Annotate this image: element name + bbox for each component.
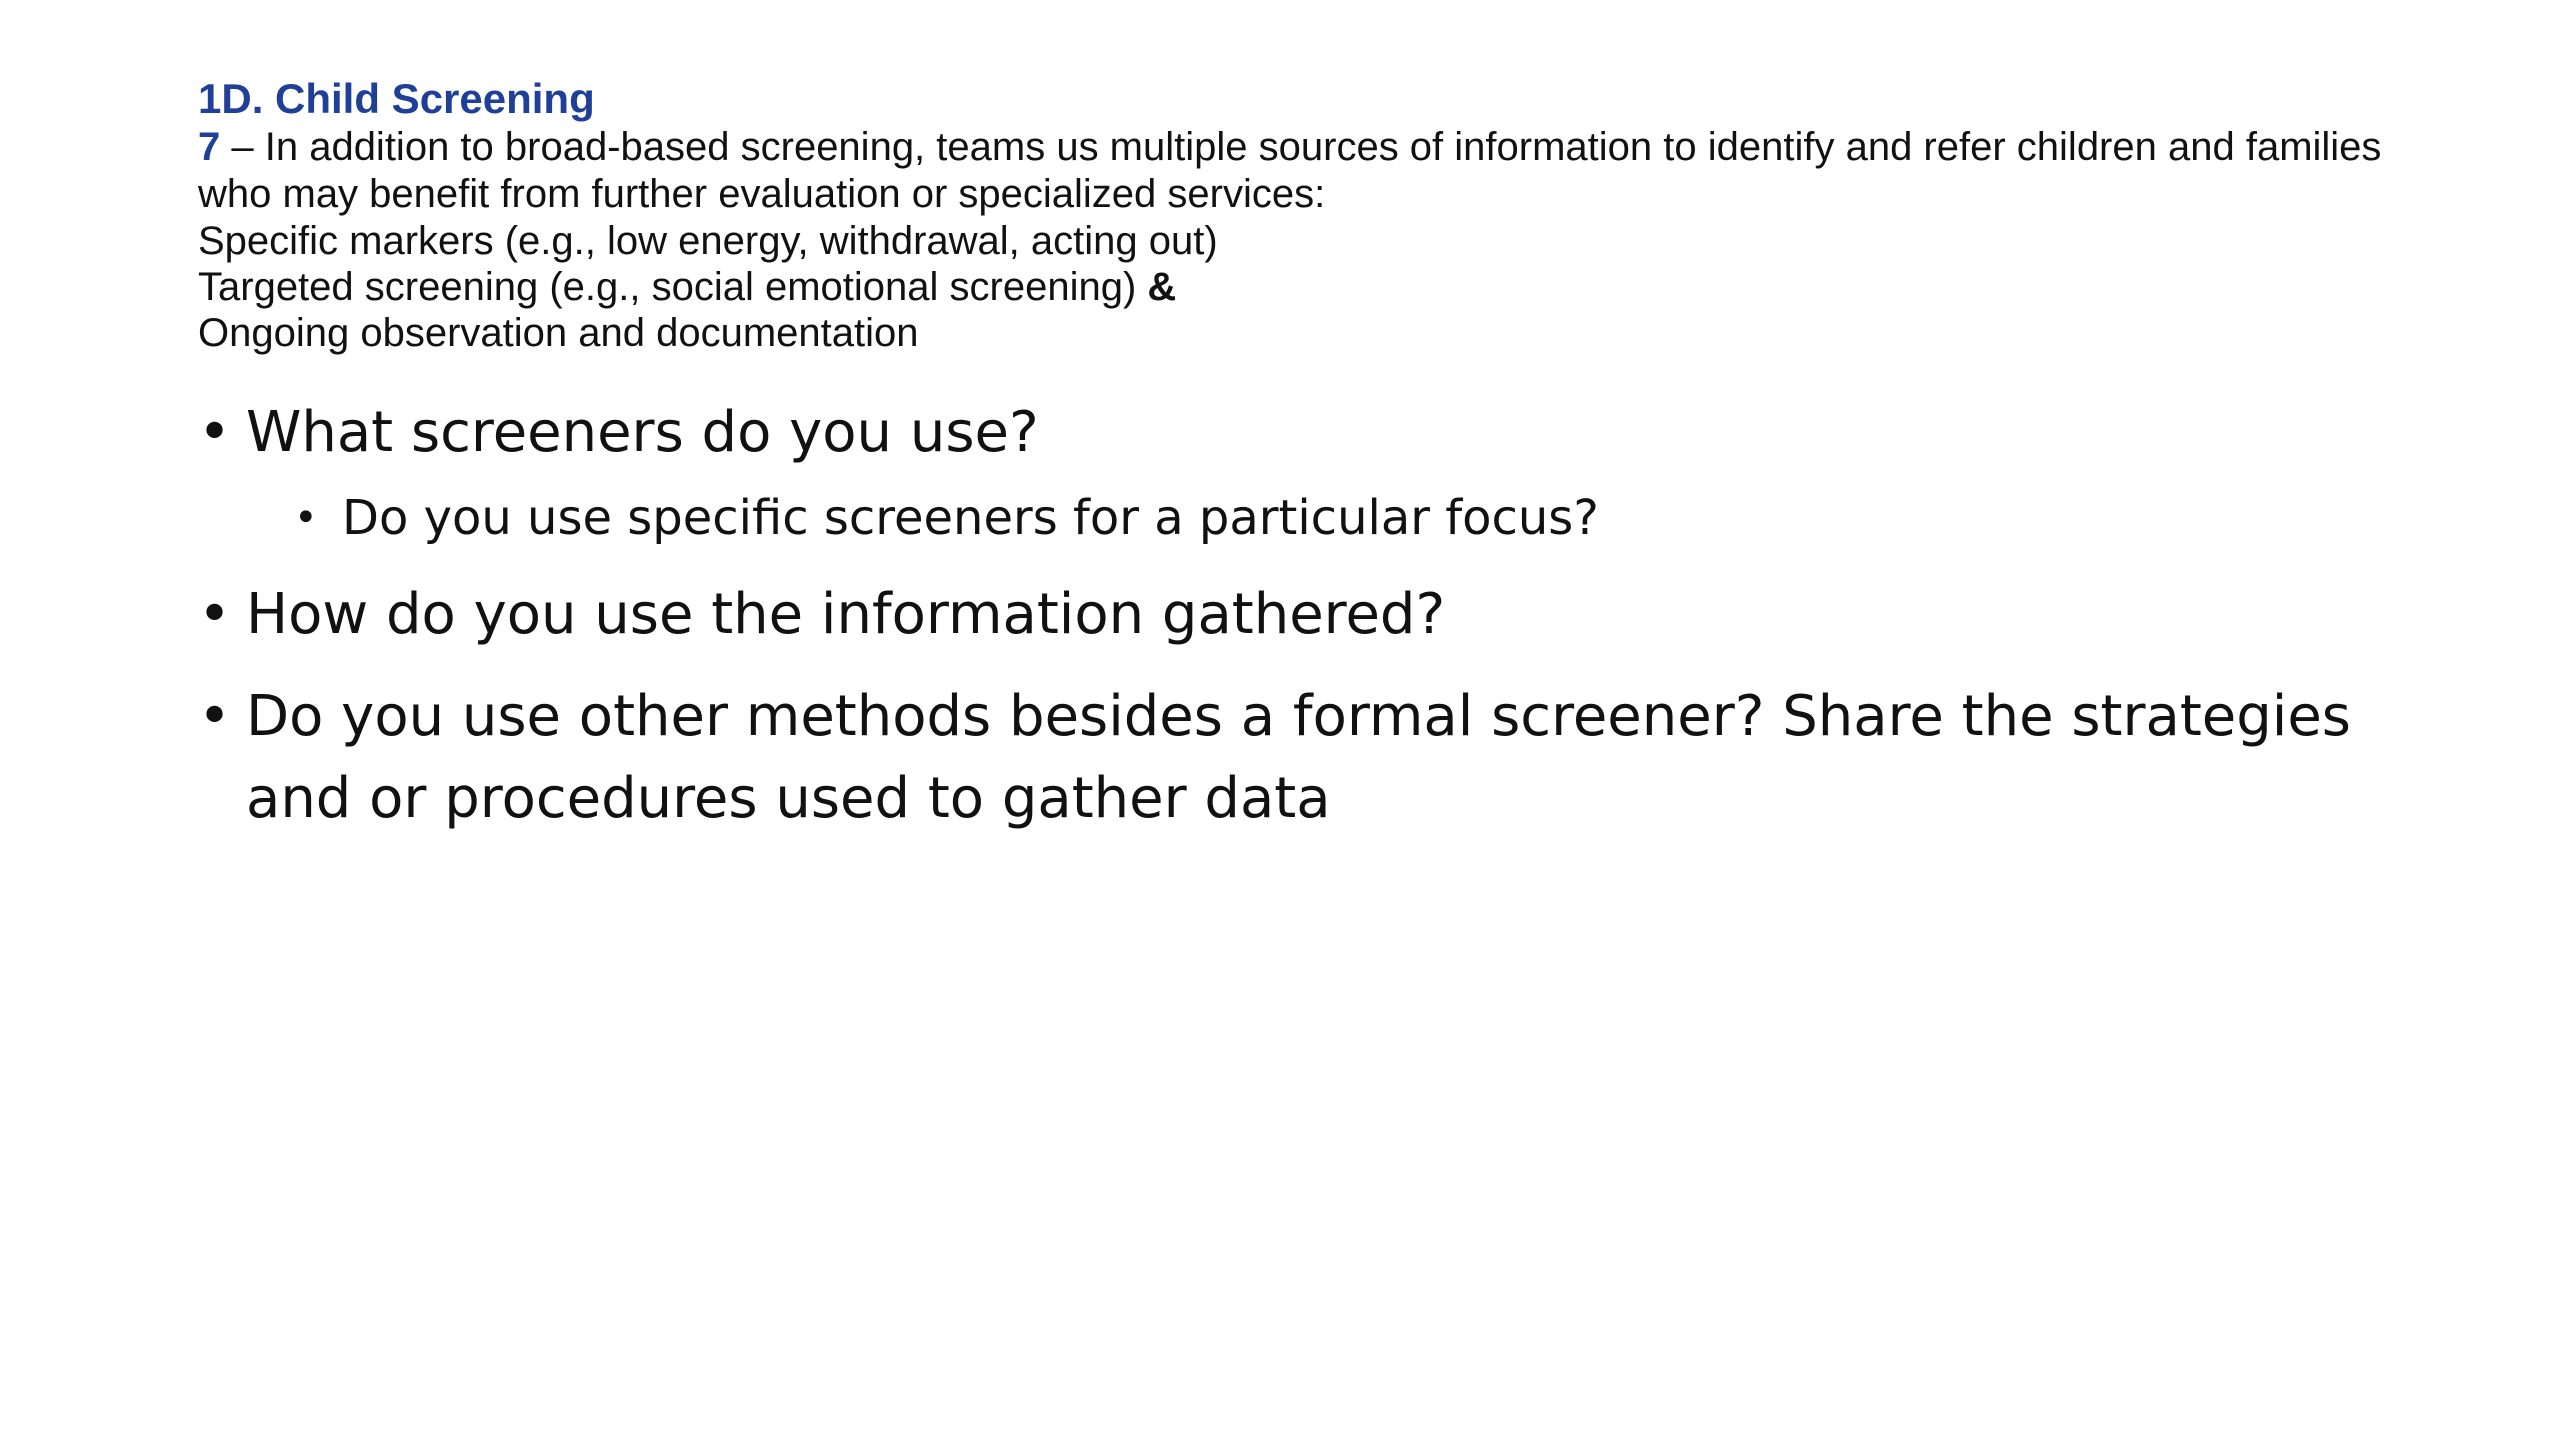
ampersand: &: [1147, 265, 1177, 309]
item-number: 7: [198, 125, 221, 169]
intro-text: – In addition to broad-based screening, teams us multiple sources of information to identify and refer children and families who may benefit from further evaluation or specialized services:: [198, 125, 2382, 216]
targeted-text: Targeted screening (e.g., social emotional screening): [198, 265, 1148, 309]
question-screeners-sub: • Do you use specific screeners for a particular focus?: [294, 480, 2458, 556]
observation-line: Ongoing observation and documentation: [198, 311, 919, 355]
marker-line: Specific markers (e.g., low energy, withdrawal, acting out): [198, 219, 1218, 263]
targeted-line: [198, 264, 2438, 310]
intro-paragraph: [198, 124, 2438, 218]
question-list: [198, 392, 2458, 860]
slide-title: 1D. Child Screening: [198, 75, 595, 122]
question-information: • How do you use the information gathered?: [198, 574, 2458, 656]
question-screeners: • What screeners do you use?: [198, 392, 2458, 474]
question-other-methods: • Do you use other methods besides a formal screener? Share the strategies and or procedures used to gather data: [198, 676, 2458, 840]
slide-header: [198, 74, 2438, 356]
